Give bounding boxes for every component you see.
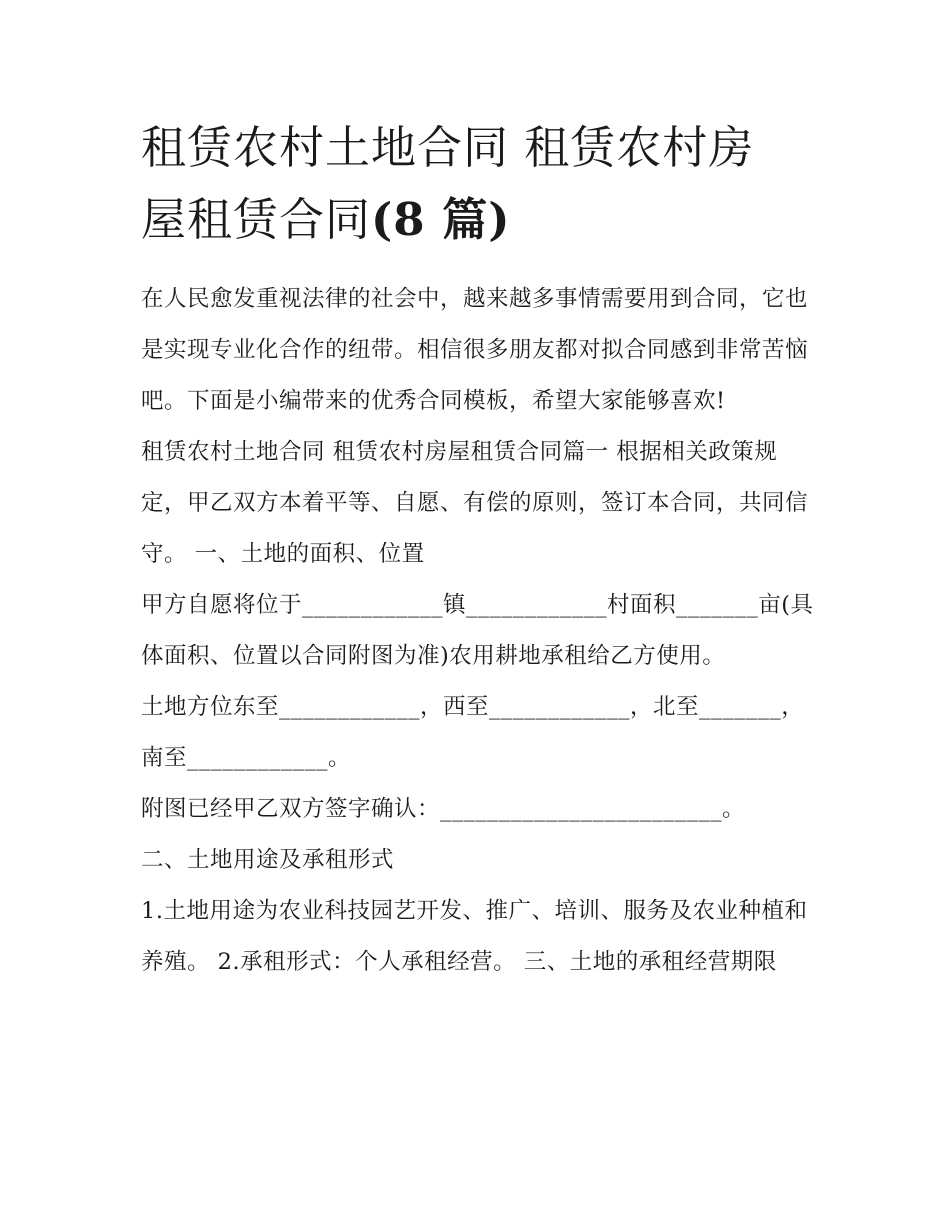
title-count: (8 篇) <box>371 193 511 246</box>
title-line-1: 租赁农村土地合同 租赁农村房 <box>141 121 755 174</box>
document-page <box>141 112 821 988</box>
title-line-2: 屋租赁合同 <box>141 193 372 246</box>
usage-clause: 1.土地用途为农业科技园艺开发、推广、培训、服务及农业种植和养殖。 2.承租形式：个人承租经营。 三、土地的承租经营期限 <box>141 898 808 975</box>
section-two-heading: 二、土地用途及承租形式 <box>141 847 395 873</box>
location-clause: 甲方自愿将位于____________镇____________村面积_______亩(具体面积、位置以合同附图为准)农用耕地承租给乙方使用。 <box>141 592 814 669</box>
map-confirm-clause: 附图已经甲乙双方签字确认：________________________。 <box>141 796 746 822</box>
section-intro-paragraph: 租赁农村土地合同 租赁农村房屋租赁合同篇一 根据相关政策规定，甲乙双方本着平等、自愿、有偿的原则，签订本合同，共同信守。 一、土地的面积、位置 <box>141 439 809 567</box>
document-title <box>141 112 821 256</box>
intro-paragraph: 在人民愈发重视法律的社会中，越来越多事情需要用到合同，它也是实现专业化合作的纽带。相信很多朋友都对拟合同感到非常苦恼吧。下面是小编带来的优秀合同模板，希望大家能够喜欢! <box>141 286 809 414</box>
boundary-clause: 土地方位东至____________，西至____________，北至_______，南至____________。 <box>141 694 805 771</box>
